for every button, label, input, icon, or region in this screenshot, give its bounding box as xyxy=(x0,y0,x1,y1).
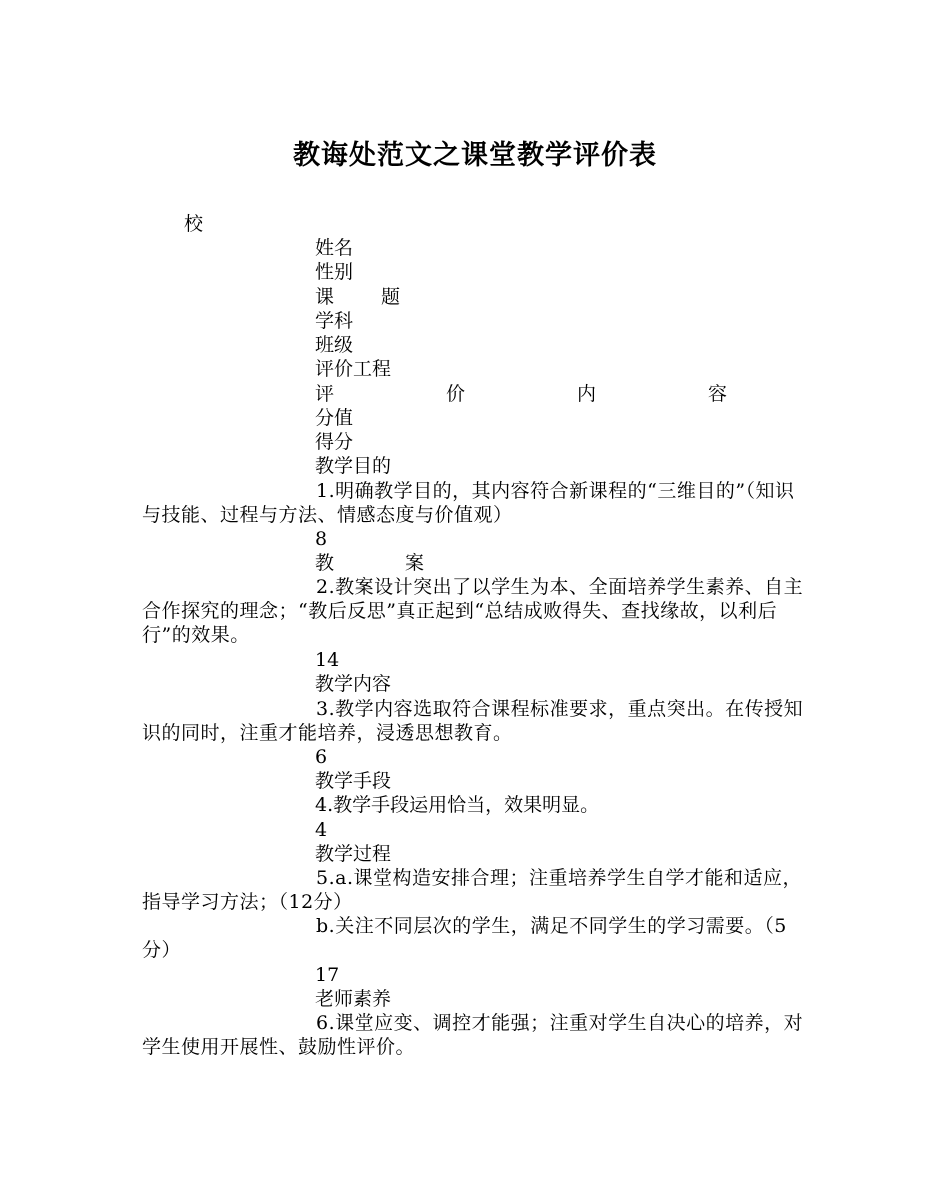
row-category: 教学内容 xyxy=(315,673,392,695)
field-topic xyxy=(315,285,400,309)
row-category: 教学目的 xyxy=(315,455,392,477)
row-score: 8 xyxy=(315,528,328,550)
row-score: 17 xyxy=(315,964,340,986)
row-category: 教学手段 xyxy=(315,770,392,792)
school-label: 校 xyxy=(184,213,204,235)
header-content-char: 价 xyxy=(445,383,465,405)
field-topic-b: 题 xyxy=(381,286,401,308)
row-category-a: 教 xyxy=(315,552,335,574)
field-name: 姓名 xyxy=(315,237,354,259)
row-score: 6 xyxy=(315,746,328,768)
row-text: 5.a.课堂构造安排合理；注重培养学生自学才能和适应，指导学习方法；（12分） xyxy=(142,867,802,913)
header-content xyxy=(315,382,727,406)
field-subject: 学科 xyxy=(315,310,354,332)
field-class: 班级 xyxy=(315,334,354,356)
row-text: b.关注不同层次的学生，满足不同学生的学习需要。（5分） xyxy=(142,915,787,961)
row-text: 2.教案设计突出了以学生为本、全面培养学生素养、自主合作探究的理念；“教后反思”真正起到“总结成败得失、查找缘故，以利后行”的效果。 xyxy=(142,576,804,646)
header-content-char: 内 xyxy=(576,383,596,405)
row-category-b: 案 xyxy=(405,552,425,574)
row-score: 14 xyxy=(315,649,340,671)
row-category: 老师素养 xyxy=(315,988,392,1010)
row-category xyxy=(315,551,424,575)
header-item: 评价工程 xyxy=(315,358,392,380)
page-title: 教诲处范文之课堂教学评价表 xyxy=(293,140,657,171)
row-text: 4.教学手段运用恰当，效果明显。 xyxy=(315,794,600,816)
row-text: 3.教学内容选取符合课程标准要求，重点突出。在传授知识的同时，注重才能培养，浸透思想教育。 xyxy=(142,698,804,744)
header-content-char: 容 xyxy=(707,383,727,405)
row-category: 教学过程 xyxy=(315,843,392,865)
row-text: 1.明确教学目的，其内容符合新课程的“三维目的”（知识与技能、过程与方法、情感态度与价值观） xyxy=(142,480,795,526)
field-topic-a: 课 xyxy=(315,286,335,308)
row-text: 6.课堂应变、调控才能强；注重对学生自决心的培养，对学生使用开展性、鼓励性评价。 xyxy=(142,1012,804,1058)
row-score: 4 xyxy=(315,819,328,841)
field-gender: 性别 xyxy=(315,261,354,283)
header-score-got: 得分 xyxy=(315,431,354,453)
header-score-value: 分值 xyxy=(315,407,354,429)
header-content-char: 评 xyxy=(315,383,335,405)
